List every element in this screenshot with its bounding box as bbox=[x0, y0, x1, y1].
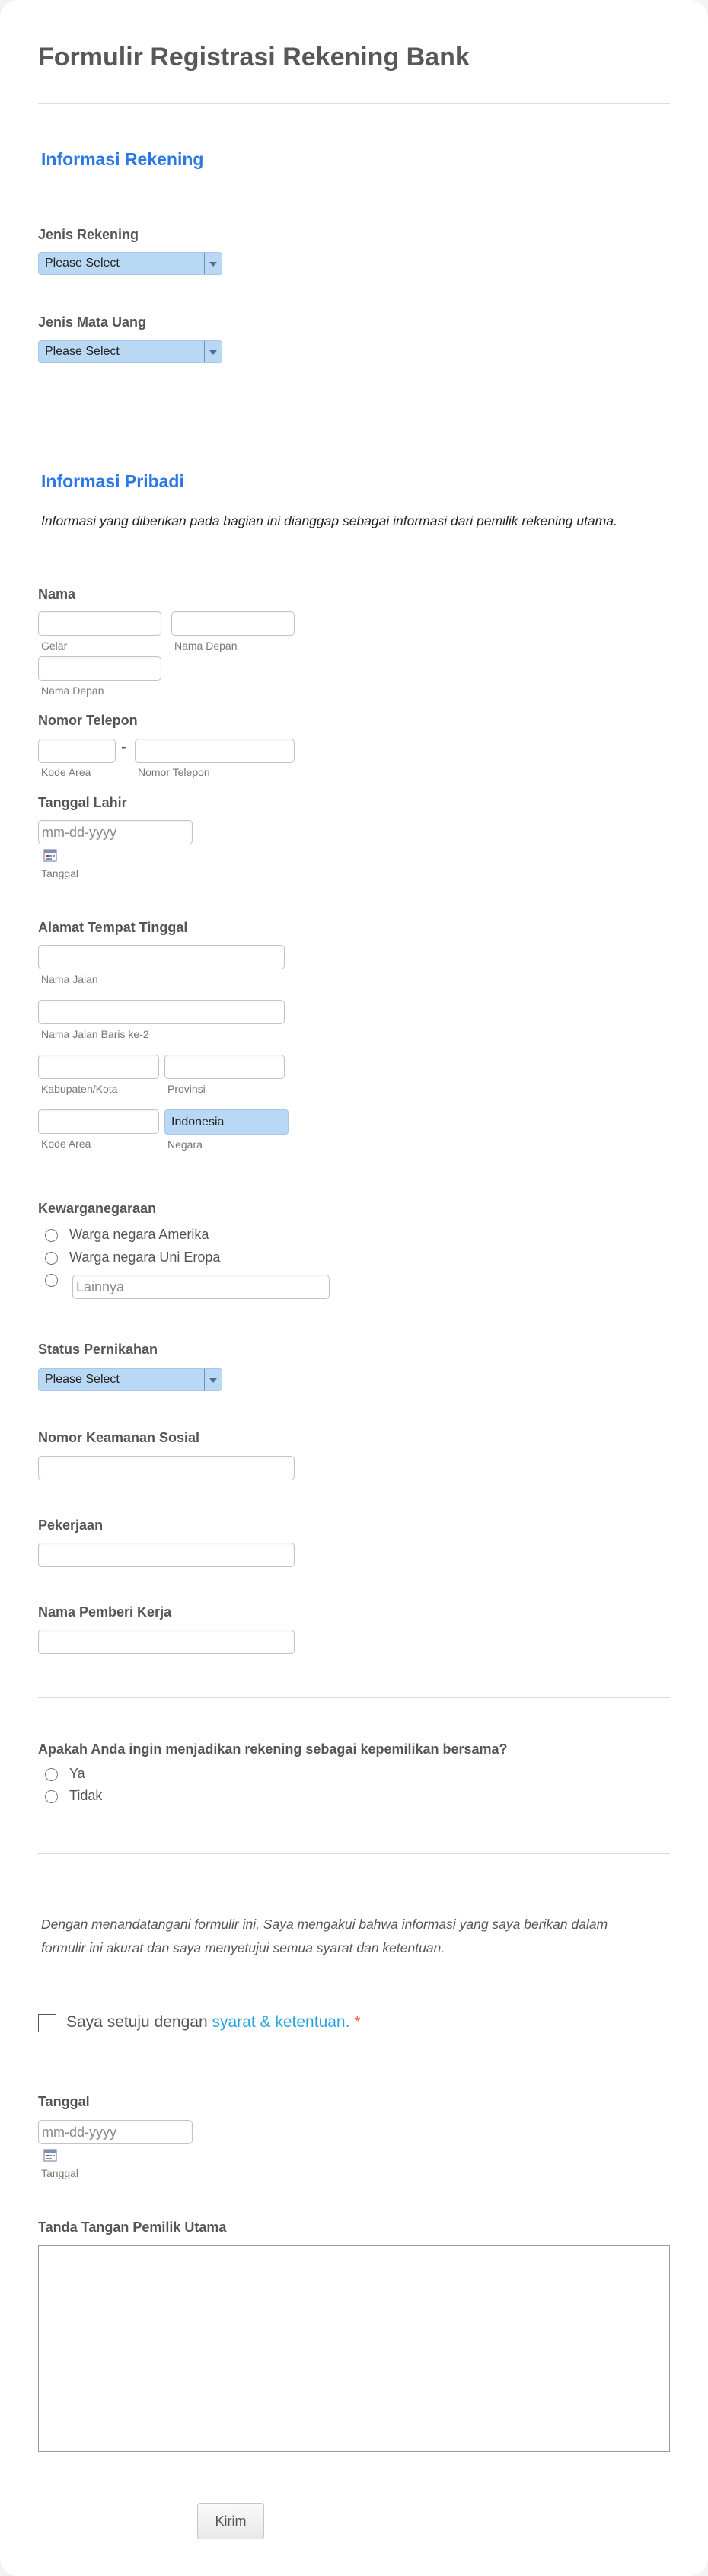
page-title: Formulir Registrasi Rekening Bank bbox=[38, 43, 470, 72]
name-title-sub: Gelar bbox=[41, 640, 68, 652]
name-title-input[interactable] bbox=[38, 611, 161, 636]
marital-label: Status Pernikahan bbox=[38, 1342, 158, 1357]
radio-joint-yes[interactable] bbox=[45, 1768, 58, 1781]
address-label: Alamat Tempat Tinggal bbox=[38, 920, 188, 935]
chevron-down-icon bbox=[204, 1369, 222, 1390]
birthdate-label: Tanggal Lahir bbox=[38, 795, 127, 810]
birthdate-sub: Tanggal bbox=[41, 867, 79, 879]
calendar-icon[interactable] bbox=[43, 848, 57, 862]
divider bbox=[38, 1853, 670, 1854]
radio-citizen-other[interactable] bbox=[45, 1274, 58, 1287]
first-name-sub: Nama Depan bbox=[174, 640, 238, 652]
currency-type-label: Jenis Mata Uang bbox=[38, 314, 147, 330]
citizenship-other-input[interactable]: Lainnya bbox=[72, 1275, 330, 1299]
date-sub: Tanggal bbox=[41, 2167, 79, 2179]
section-heading-personal: Informasi Pribadi bbox=[41, 471, 184, 491]
terms-prefix: Saya setuju dengan bbox=[66, 2013, 208, 2031]
chevron-down-icon bbox=[204, 253, 222, 274]
street2-sub: Nama Jalan Baris ke-2 bbox=[41, 1028, 149, 1040]
terms-checkbox[interactable] bbox=[38, 2014, 56, 2032]
marital-value: Please Select bbox=[45, 1373, 120, 1386]
last-name-input[interactable] bbox=[38, 656, 161, 681]
agreement-text-line1: Dengan menandatangani formulir ini, Saya mengakui bahwa informasi yang saya berikan dalam bbox=[41, 1917, 608, 1932]
citizenship-label: Kewarganegaraan bbox=[38, 1201, 157, 1216]
terms-suffix: . bbox=[345, 2013, 350, 2031]
province-sub: Provinsi bbox=[167, 1083, 206, 1095]
phone-number-sub: Nomor Telepon bbox=[138, 766, 210, 778]
first-name-input[interactable] bbox=[171, 611, 295, 636]
divider bbox=[38, 103, 670, 104]
agreement-text-line2: formulir ini akurat dan saya menyetujui semua syarat dan ketentuan. bbox=[41, 1940, 445, 1955]
job-label: Pekerjaan bbox=[38, 1518, 104, 1533]
marital-select[interactable] bbox=[38, 1368, 222, 1391]
required-mark: * bbox=[354, 2013, 361, 2031]
country-sub: Negara bbox=[167, 1138, 203, 1151]
terms-link[interactable]: syarat & ketentuan bbox=[212, 2013, 346, 2031]
phone-separator: - bbox=[121, 739, 126, 755]
employer-input[interactable] bbox=[38, 1630, 295, 1654]
phone-number-input[interactable] bbox=[135, 739, 295, 763]
city-sub: Kabupaten/Kota bbox=[41, 1083, 118, 1095]
currency-type-value: Please Select bbox=[45, 345, 120, 358]
radio-citizen-eu[interactable] bbox=[45, 1252, 58, 1265]
name-label: Nama bbox=[38, 586, 76, 602]
radio-label-citizen-eu: Warga negara Uni Eropa bbox=[69, 1250, 221, 1265]
account-type-select[interactable] bbox=[38, 252, 222, 275]
signature-pad[interactable] bbox=[38, 2245, 670, 2452]
province-input[interactable] bbox=[164, 1055, 285, 1079]
ssn-label: Nomor Keamanan Sosial bbox=[38, 1430, 200, 1445]
country-select[interactable]: Indonesia bbox=[164, 1109, 289, 1135]
phone-area-input[interactable] bbox=[38, 739, 116, 763]
submit-button[interactable]: Kirim bbox=[197, 2503, 264, 2539]
employer-label: Nama Pemberi Kerja bbox=[38, 1604, 172, 1620]
joint-question: Apakah Anda ingin menjadikan rekening sebagai kepemilikan bersama? bbox=[38, 1741, 508, 1757]
city-input[interactable] bbox=[38, 1055, 159, 1079]
radio-label-joint-yes: Ya bbox=[69, 1766, 85, 1781]
phone-area-sub: Kode Area bbox=[41, 766, 91, 778]
phone-label: Nomor Telepon bbox=[38, 713, 138, 728]
radio-label-joint-no: Tidak bbox=[69, 1788, 103, 1803]
currency-type-select[interactable] bbox=[38, 340, 222, 363]
birthdate-input[interactable]: mm-dd-yyyy bbox=[38, 820, 193, 844]
ssn-input[interactable] bbox=[38, 1456, 295, 1480]
terms-label bbox=[66, 2013, 360, 2032]
divider bbox=[38, 1697, 670, 1698]
account-type-value: Please Select bbox=[45, 257, 120, 270]
street2-input[interactable] bbox=[38, 1000, 285, 1024]
postal-sub: Kode Area bbox=[41, 1138, 91, 1150]
radio-joint-no[interactable] bbox=[45, 1790, 58, 1803]
date-label: Tanggal bbox=[38, 2094, 90, 2109]
personal-note: Informasi yang diberikan pada bagian ini dianggap sebagai informasi dari pemilik rekening utama. bbox=[41, 513, 617, 528]
account-type-label: Jenis Rekening bbox=[38, 227, 139, 242]
job-input[interactable] bbox=[38, 1543, 295, 1567]
section-heading-account: Informasi Rekening bbox=[41, 149, 204, 169]
chevron-down-icon bbox=[204, 341, 222, 362]
last-name-sub: Nama Depan bbox=[41, 685, 104, 697]
radio-citizen-us[interactable] bbox=[45, 1229, 58, 1242]
radio-label-citizen-us: Warga negara Amerika bbox=[69, 1227, 209, 1242]
date-input[interactable]: mm-dd-yyyy bbox=[38, 2120, 193, 2144]
calendar-icon[interactable] bbox=[43, 2148, 57, 2162]
street-sub: Nama Jalan bbox=[41, 973, 98, 985]
signature-label: Tanda Tangan Pemilik Utama bbox=[38, 2220, 227, 2235]
street-input[interactable] bbox=[38, 945, 285, 969]
postal-input[interactable] bbox=[38, 1109, 159, 1134]
